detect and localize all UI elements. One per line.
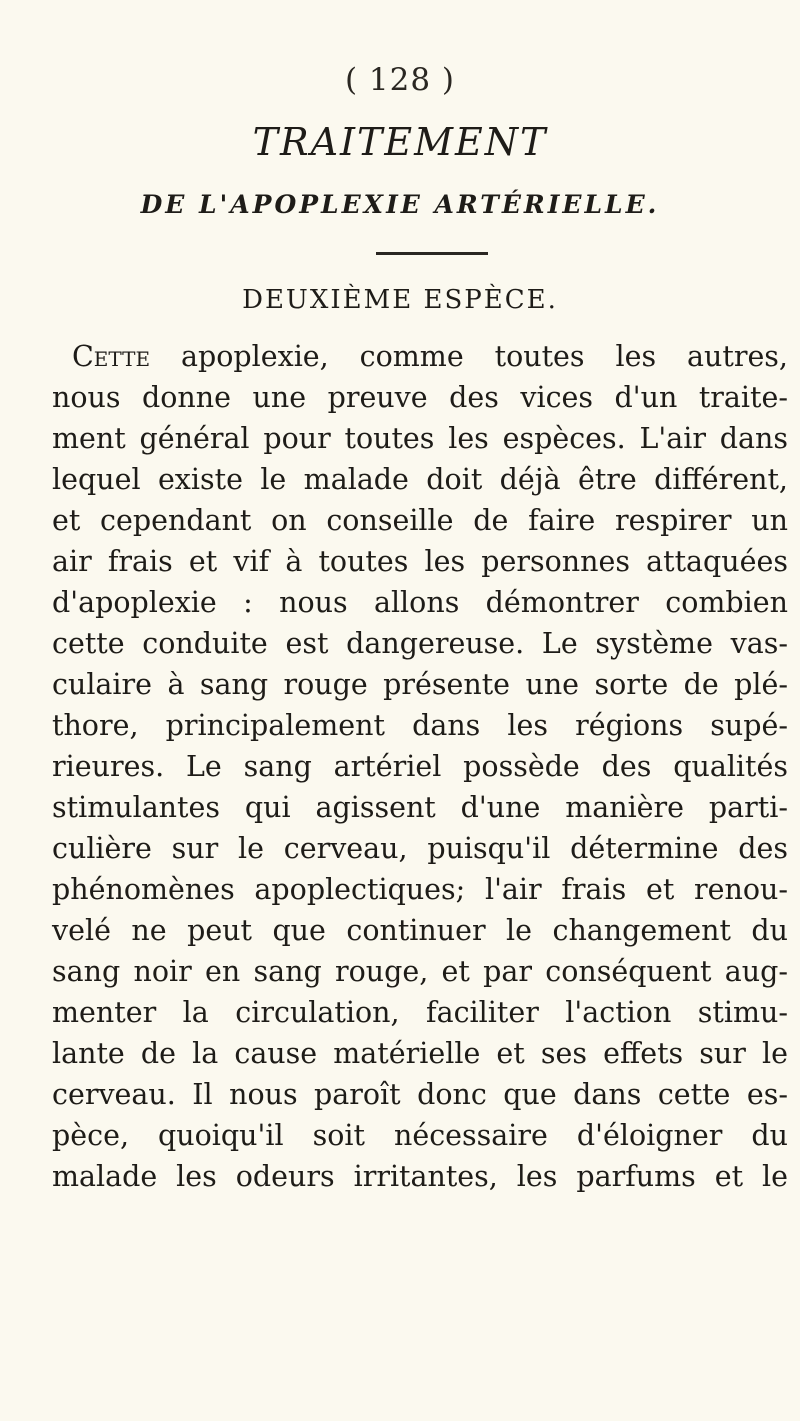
divider-rule xyxy=(376,252,488,255)
text-line: et cependant on conseille de faire respirer un xyxy=(52,504,788,537)
text-line xyxy=(52,336,788,377)
text-line: thore, principalement dans les régions supé- xyxy=(52,709,788,742)
text-line: rieures. Le sang artériel possède des qualités xyxy=(52,750,788,783)
text-line: phénomènes apoplectiques; l'air frais et renou- xyxy=(52,873,788,906)
text-line: cette conduite est dangereuse. Le système vas- xyxy=(52,627,788,660)
text-line-fragment: apoplexie, comme toutes les autres, xyxy=(150,340,788,373)
text-line: d'apoplexie : nous allons démontrer combien xyxy=(52,586,788,619)
text-line: air frais et vif à toutes les personnes attaquées xyxy=(52,545,788,578)
text-line: lante de la cause matérielle et ses effets sur le xyxy=(52,1037,788,1070)
text-line: malade les odeurs irritantes, les parfums et le xyxy=(52,1160,788,1193)
lead-word: Cette xyxy=(72,340,151,373)
body-paragraph xyxy=(52,336,788,1197)
text-line: culaire à sang rouge présente une sorte de plé- xyxy=(52,668,788,701)
page-number: ( 128 ) xyxy=(344,62,456,98)
text-line: stimulantes qui agissent d'une manière parti- xyxy=(52,791,788,824)
text-line: lequel existe le malade doit déjà être différent, xyxy=(52,463,788,496)
chapter-subtitle: DE L'APOPLEXIE ARTÉRIELLE. xyxy=(140,190,660,219)
text-line: culière sur le cerveau, puisqu'il détermine des xyxy=(52,832,788,865)
text-line: cerveau. Il nous paroît donc que dans cette es- xyxy=(52,1078,788,1111)
section-heading: DEUXIÈME ESPÈCE. xyxy=(242,285,558,315)
text-line: nous donne une preuve des vices d'un traite- xyxy=(52,381,788,414)
text-line: ment général pour toutes les espèces. L'air dans xyxy=(52,422,788,455)
text-line: pèce, quoiqu'il soit nécessaire d'éloigner du xyxy=(52,1119,788,1152)
text-line: velé ne peut que continuer le changement du xyxy=(52,914,788,947)
chapter-title: TRAITEMENT xyxy=(252,120,548,164)
text-line: sang noir en sang rouge, et par conséquent aug- xyxy=(52,955,788,988)
text-line: menter la circulation, faciliter l'action stimu- xyxy=(52,996,788,1029)
